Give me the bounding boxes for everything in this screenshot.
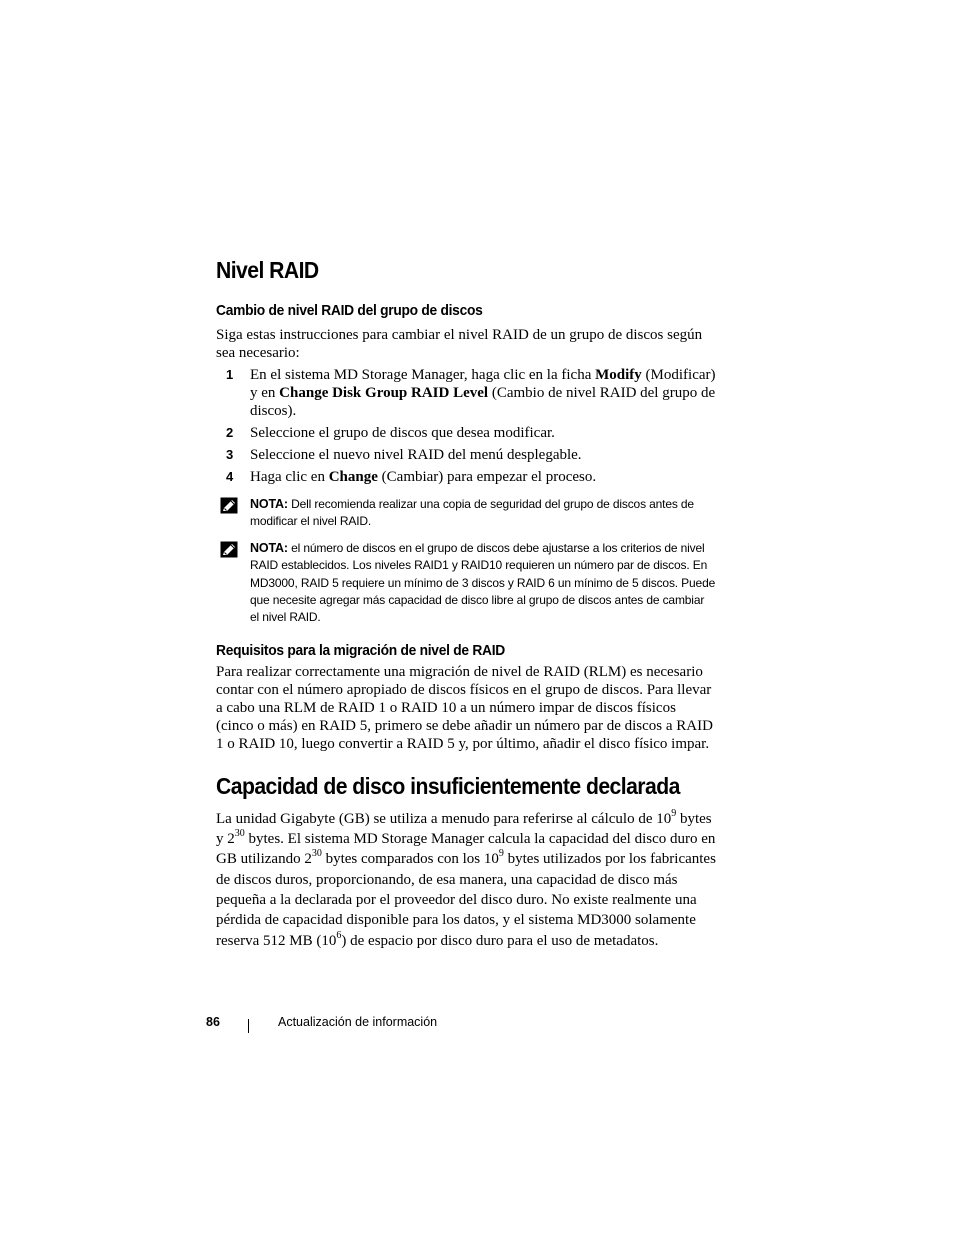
section-heading-capacidad: Capacidad de disco insuficientemente declarada — [216, 772, 680, 799]
section-heading-nivel-raid: Nivel RAID — [216, 257, 319, 283]
step-number: 1 — [226, 367, 234, 382]
page-number: 86 — [206, 1015, 220, 1029]
note-disk-count — [216, 540, 716, 627]
step-text: Haga clic en — [250, 469, 329, 485]
step-text: En el sistema MD Storage Manager, haga clic en la ficha — [250, 367, 596, 383]
migration-paragraph: Para realizar correctamente una migración de nivel de RAID (RLM) es necesario contar con el número apropiado de discos físicos en el grupo de discos. Para llevar a cabo una RLM de RAID 1 o RAID 10 a un número impar de discos físicos (cinco o más) en RAID 5, primero se debe añadir un número par de discos a RAID 1 o RAID 10, luego convertir a RAID 5 y, por último, añadir el disco físico impar. — [216, 663, 713, 752]
note-text: el número de discos en el grupo de discos debe ajustarse a los criterios de nivel RAID establecidos. Los niveles RAID1 y RAID10 requieren un número par de discos. En MD3000, RAID 5 requiere un mínimo de 3 discos y RAID 6 un mínimo de 5 discos. Puede que necesite agregar más capacidad de disco libre al grupo de discos antes de cambiar el nivel RAID. — [250, 540, 716, 625]
ui-term-change-raid-level: Change Disk Group RAID Level — [279, 385, 489, 401]
note-pencil-icon — [220, 497, 238, 514]
capacity-text: bytes y 2 — [216, 810, 712, 848]
step-text: (Cambio de nivel RAID del grupo de discos). — [250, 385, 716, 419]
step-number: 3 — [226, 447, 234, 462]
ui-term-change: Change — [328, 469, 378, 485]
exponent: 30 — [234, 828, 245, 840]
step-text: (Modificar) y en — [250, 367, 716, 401]
step-4 — [216, 468, 716, 486]
note-text: Dell recomienda realizar una copia de seguridad del grupo de discos antes de modificar el nivel RAID. — [250, 497, 694, 529]
capacity-text: bytes comparados con los 10 — [321, 851, 499, 868]
exponent: 30 — [311, 848, 322, 860]
step-text: Seleccione el grupo de discos que desea modificar. — [250, 425, 555, 441]
step-3 — [216, 446, 716, 464]
step-number: 2 — [226, 425, 234, 440]
capacity-text: bytes utilizados por los fabricantes de discos duros, proporcionando, de esa manera, una capacidad de disco más pequeña a la declarada por el proveedor del disco duro. No existe realmente una pérdida de capacidad disponible para los datos, y el sistema MD3000 solamente reserva 512 MB (10 — [216, 851, 716, 949]
exponent: 9 — [498, 848, 504, 860]
footer-separator — [248, 1019, 249, 1033]
subheading-requisitos-migracion: Requisitos para la migración de nivel de RAID — [216, 641, 505, 659]
note-pencil-icon — [220, 541, 238, 558]
steps-list — [216, 366, 716, 486]
document-page — [216, 255, 716, 951]
step-number: 4 — [226, 469, 234, 484]
exponent: 9 — [671, 807, 677, 819]
step-1 — [216, 366, 716, 420]
note-label: NOTA: — [250, 540, 288, 555]
capacity-text: bytes. El sistema MD Storage Manager calcula la capacidad del disco duro en GB utilizando 2 — [216, 831, 716, 868]
note-backup — [216, 496, 716, 531]
step-2 — [216, 424, 716, 442]
step-text: Seleccione el nuevo nivel RAID del menú desplegable. — [250, 447, 582, 463]
ui-term-modify: Modify — [595, 367, 642, 383]
exponent: 6 — [336, 929, 342, 941]
subheading-cambio-nivel: Cambio de nivel RAID del grupo de discos — [216, 302, 483, 319]
step-text: (Cambiar) para empezar el proceso. — [377, 469, 597, 485]
intro-paragraph: Siga estas instrucciones para cambiar el nivel RAID de un grupo de discos según sea necesario: — [216, 327, 703, 361]
capacity-text: ) de espacio por disco duro para el uso de metadatos. — [341, 932, 659, 949]
capacity-paragraph — [216, 809, 716, 951]
note-label: NOTA: — [250, 497, 288, 511]
capacity-text: La unidad Gigabyte (GB) se utiliza a menudo para referirse al cálculo de 10 — [216, 810, 672, 827]
footer-chapter-title: Actualización de información — [278, 1015, 438, 1029]
